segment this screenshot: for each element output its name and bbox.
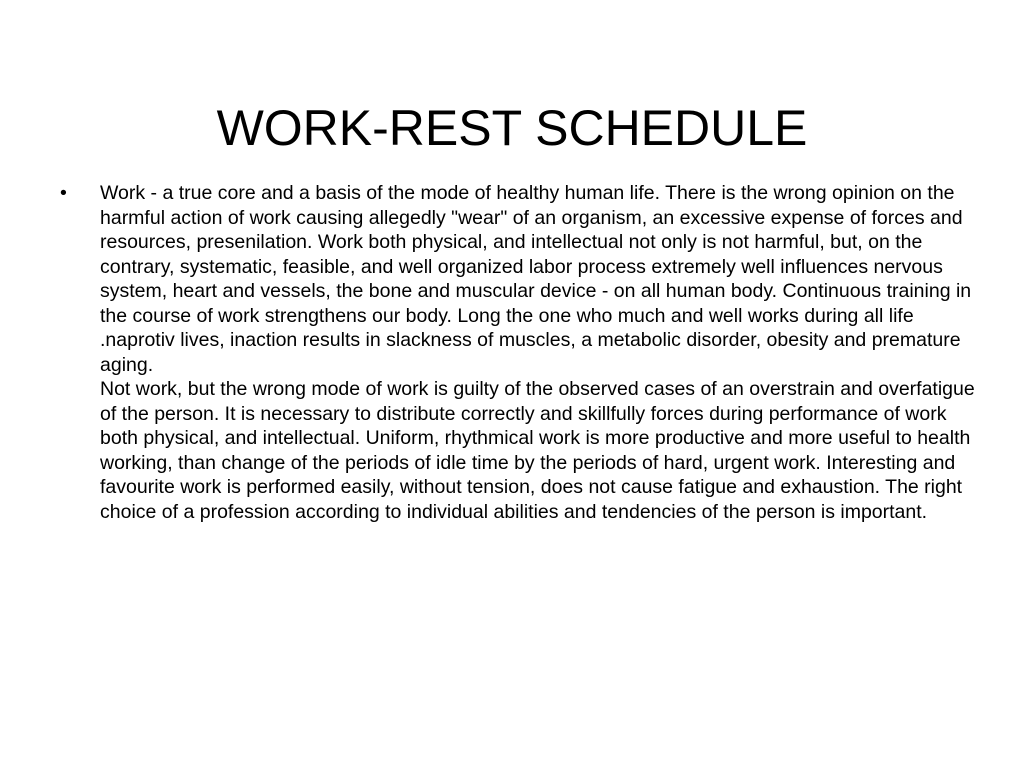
slide-body: [60, 181, 975, 524]
body-paragraph-2: Not work, but the wrong mode of work is guilty of the observed cases of an overstrain and overfatigue of the person. It is necessary to distribute correctly and skillfully forces during performance of work both physical, and intellectual. Uniform, rhythmical work is more productive and more useful to health working, than change of the periods of idle time by the periods of hard, urgent work. Interesting and favourite work is performed easily, without tension, does not cause fatigue and exhaustion. The right choice of a profession according to individual abilities and tendencies of the person is important.: [100, 378, 975, 523]
body-paragraph-1: Work - a true core and a basis of the mode of healthy human life. There is the wrong opinion on the harmful action of work causing allegedly "wear" of an organism, an excessive expense of forces and resources, presenilation. Work both physical, and intellectual not only is not harmful, but, on the contrary, systematic, feasible, and well organized labor process extremely well influences nervous system, heart and vessels, the bone and muscular device - on all human body. Continuous training in the course of work strengthens our body. Long the one who much and well works during all life .naprotiv lives, inaction results in slackness of muscles, a metabolic disorder, obesity and premature aging.: [100, 182, 972, 376]
bullet-item: [60, 181, 975, 524]
bullet-icon: •: [60, 182, 67, 204]
slide-title: WORK-REST SCHEDULE: [216, 99, 808, 156]
